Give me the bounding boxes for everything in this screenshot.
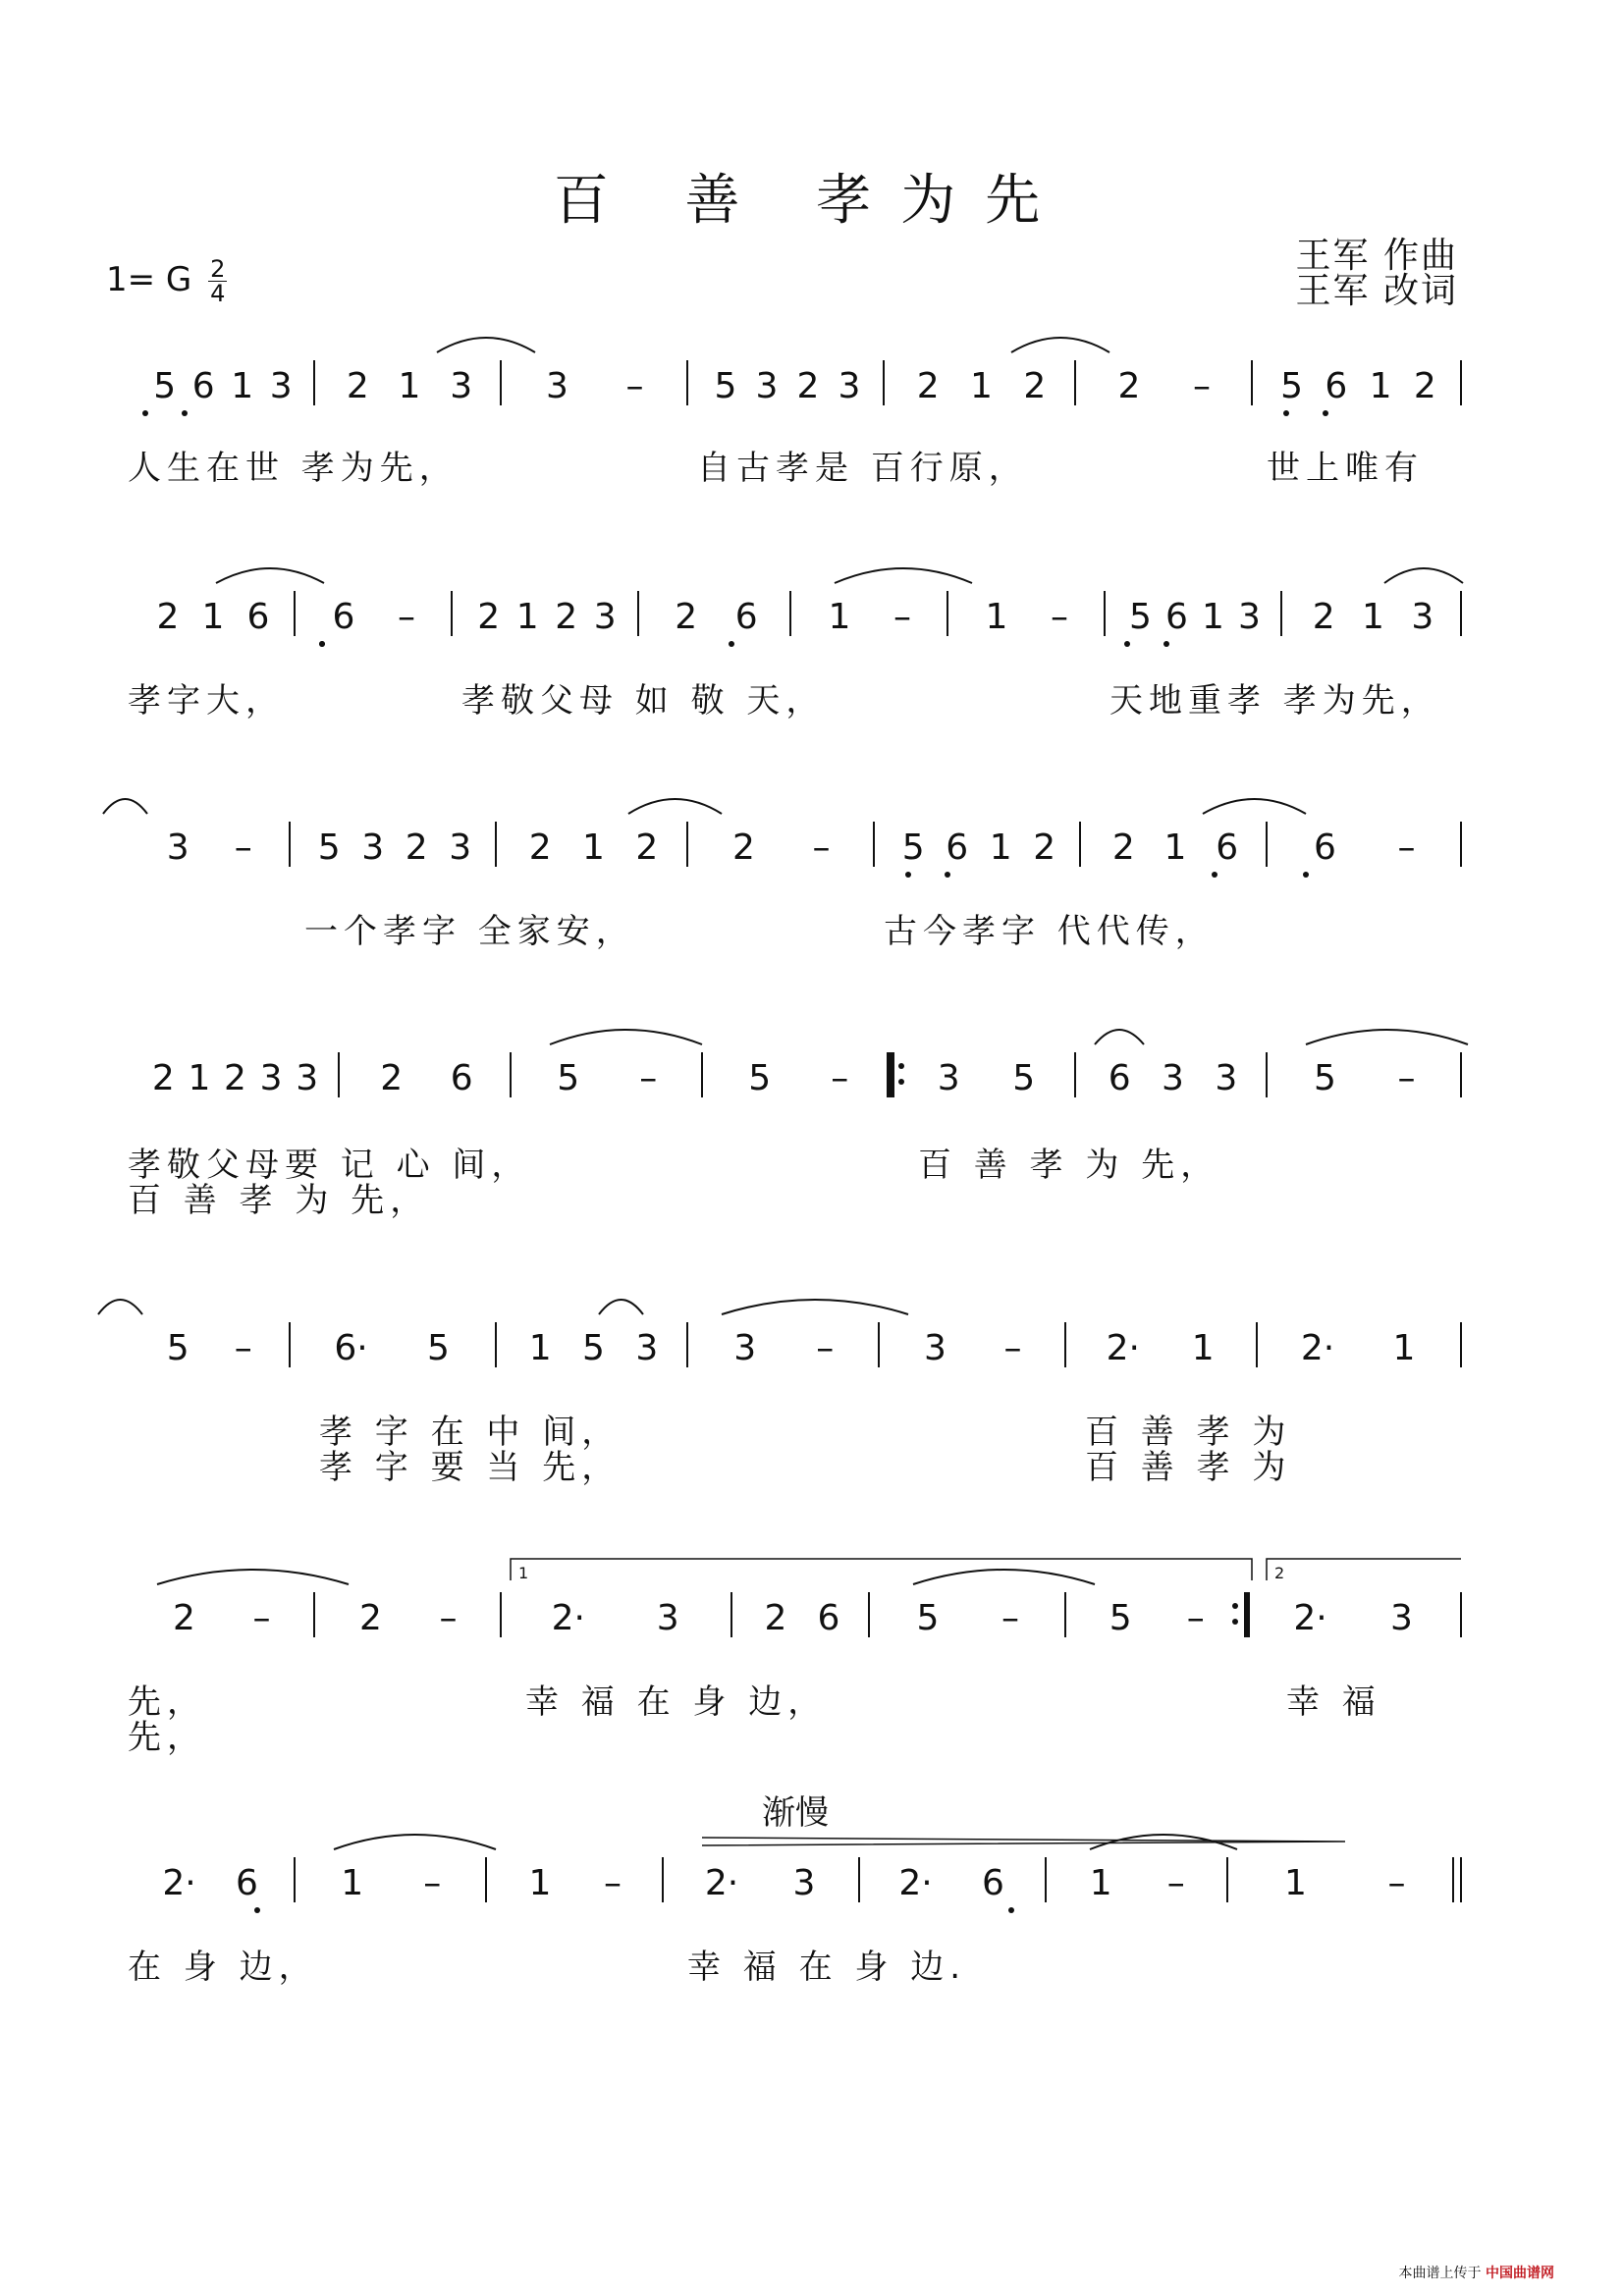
tie-arc xyxy=(157,1570,349,1584)
repeat-dot xyxy=(898,1063,904,1069)
footer-prefix: 本曲谱上传于 xyxy=(1398,2266,1482,2281)
note: 2 xyxy=(1023,366,1047,406)
note: 2 xyxy=(380,1058,404,1098)
tie-arc xyxy=(1011,338,1109,352)
note: 2 xyxy=(1111,828,1135,868)
lyric-phrase: 先， xyxy=(128,1682,206,1722)
note: 3 xyxy=(838,366,861,406)
note: – xyxy=(639,1058,658,1098)
volta-number: 1 xyxy=(518,1564,529,1582)
note: 2 xyxy=(675,597,698,637)
note: – xyxy=(1001,1598,1019,1638)
note: 6 xyxy=(1325,366,1348,406)
tempo-marking: 渐慢 xyxy=(762,1793,829,1833)
note: – xyxy=(234,828,252,868)
note: 5 xyxy=(901,828,925,868)
note: – xyxy=(234,1328,252,1368)
octave-dot xyxy=(1163,641,1169,647)
note: 2· xyxy=(551,1598,585,1638)
note: 5 xyxy=(557,1058,580,1098)
note: 5 xyxy=(153,366,177,406)
note: 5 xyxy=(916,1598,940,1638)
octave-dot xyxy=(1323,410,1328,416)
note: 3 xyxy=(733,1328,757,1368)
lyricist-credit: 王军 改词 xyxy=(1295,271,1458,311)
note: 6 xyxy=(1165,597,1188,637)
tie-arc xyxy=(437,338,535,352)
note: 3 xyxy=(449,828,472,868)
lyric-phrase: 孝字大， xyxy=(128,681,285,721)
note: 1 xyxy=(828,597,851,637)
note: – xyxy=(893,597,911,637)
lyric-phrase: 百 善 孝 为 xyxy=(1085,1413,1292,1452)
note: 1 xyxy=(341,1863,364,1903)
note: 2 xyxy=(635,828,659,868)
note: 1 xyxy=(970,366,993,406)
note: 1 xyxy=(1284,1863,1307,1903)
note: – xyxy=(604,1863,622,1903)
octave-dot xyxy=(1124,641,1130,647)
tie-arc xyxy=(1203,799,1306,814)
note: 6 xyxy=(332,597,355,637)
note: 1 xyxy=(1163,828,1187,868)
octave-dot xyxy=(905,872,911,878)
tie-arc xyxy=(1306,1030,1468,1044)
tie-arc xyxy=(103,799,147,814)
octave-dot xyxy=(254,1907,260,1913)
note: – xyxy=(831,1058,849,1098)
octave-dot xyxy=(1303,872,1309,878)
octave-dot xyxy=(729,641,734,647)
note: 3 xyxy=(361,828,385,868)
note: 1 xyxy=(1362,597,1384,637)
note: 6 xyxy=(817,1598,840,1638)
note: 2 xyxy=(477,597,501,637)
octave-dot xyxy=(319,641,325,647)
note: – xyxy=(1397,1058,1416,1098)
note: 1 xyxy=(398,366,421,406)
note: – xyxy=(812,828,831,868)
lyric-phrase: 孝 字 在 中 间， xyxy=(319,1413,622,1452)
note: 6 xyxy=(191,366,215,406)
note: 2· xyxy=(1293,1598,1327,1638)
note: 2 xyxy=(151,1058,175,1098)
note: 3 xyxy=(656,1598,679,1638)
note: 2· xyxy=(162,1863,196,1903)
note: 3 xyxy=(593,597,617,637)
lyric-phrase: 幸 福 在 身 边. xyxy=(687,1948,967,1987)
note: 5 xyxy=(1109,1598,1132,1638)
note: 6 xyxy=(946,828,969,868)
note: 2 xyxy=(156,597,180,637)
note: 3 xyxy=(755,366,779,406)
tie-arc xyxy=(334,1835,496,1849)
note: 5 xyxy=(1280,366,1304,406)
lyric-phrase: 世上唯有 xyxy=(1267,449,1424,488)
note: 1 xyxy=(188,1058,211,1098)
note: 2· xyxy=(704,1863,739,1903)
note: – xyxy=(816,1328,835,1368)
note: 2 xyxy=(1033,828,1056,868)
tie-arc xyxy=(1095,1030,1144,1044)
note: 6 xyxy=(734,597,758,637)
note: 2 xyxy=(405,828,428,868)
note: 3 xyxy=(1215,1058,1238,1098)
note: 3 xyxy=(635,1328,659,1368)
note: 2 xyxy=(1117,366,1141,406)
note: 1 xyxy=(201,597,225,637)
note: 1 xyxy=(528,1328,552,1368)
note: 2 xyxy=(732,828,755,868)
tie-arc xyxy=(216,568,324,583)
note: 3 xyxy=(792,1863,816,1903)
note: 6 xyxy=(1216,828,1239,868)
lyric-phrase: 孝敬父母 如 敬 天， xyxy=(461,681,826,721)
repeat-dot xyxy=(898,1079,904,1085)
lyric-phrase: 孝敬父母要 记 心 间， xyxy=(128,1146,531,1185)
note: 2· xyxy=(898,1863,933,1903)
lyric-phrase: 幸 福 xyxy=(1286,1682,1381,1722)
note: 3 xyxy=(1238,597,1261,637)
repeat-dot xyxy=(1232,1619,1238,1625)
tie-arc xyxy=(98,1300,142,1314)
note: 3 xyxy=(924,1328,947,1368)
octave-dot xyxy=(182,410,188,416)
note: 3 xyxy=(1162,1058,1184,1098)
note: 2 xyxy=(1312,597,1335,637)
time-signature-denominator: 4 xyxy=(210,280,226,307)
volta-number: 2 xyxy=(1274,1564,1285,1582)
note: – xyxy=(1387,1863,1406,1903)
note: 3 xyxy=(1390,1598,1413,1638)
tie-arc xyxy=(550,1030,702,1044)
note: 1 xyxy=(1089,1863,1112,1903)
note: 2 xyxy=(224,1058,246,1098)
notes-layer xyxy=(152,366,1436,1903)
note: 3 xyxy=(269,366,293,406)
octave-dot xyxy=(1008,1907,1014,1913)
note: 2 xyxy=(764,1598,787,1638)
note: 5 xyxy=(166,1328,189,1368)
key-label: 1= G xyxy=(106,260,192,299)
note: 5 xyxy=(1314,1058,1336,1098)
note: 1 xyxy=(582,828,605,868)
note: 6 xyxy=(246,597,270,637)
note: 5 xyxy=(427,1328,450,1368)
note: 6 xyxy=(1314,828,1336,868)
note: 1 xyxy=(528,1863,552,1903)
note: 3 xyxy=(296,1058,319,1098)
octave-dot xyxy=(1283,410,1289,416)
ritardando-line xyxy=(702,1838,1345,1845)
note: 1 xyxy=(985,597,1008,637)
octave-dot xyxy=(142,410,148,416)
note: 3 xyxy=(259,1058,283,1098)
lyric-phrase: 古今孝字 代代传， xyxy=(884,912,1215,951)
notation-marks xyxy=(98,338,1468,1913)
lyric-phrase: 自古孝是 百行原， xyxy=(697,449,1028,488)
lyric-phrase: 在 身 边， xyxy=(128,1948,318,1987)
lyric-phrase: 人生在世 孝为先， xyxy=(128,449,459,488)
note: 6· xyxy=(334,1328,368,1368)
note: 1 xyxy=(1202,597,1224,637)
note: 2 xyxy=(528,828,552,868)
lyric-phrase: 先， xyxy=(128,1718,206,1757)
repeat-dot xyxy=(1232,1603,1238,1609)
volta-bracket-2 xyxy=(1267,1559,1461,1580)
note: 2 xyxy=(359,1598,382,1638)
lyric-phrase: 百 善 孝 为 xyxy=(1085,1448,1292,1487)
note: – xyxy=(423,1863,442,1903)
tie-arc xyxy=(913,1570,1095,1584)
note: 3 xyxy=(937,1058,960,1098)
note: 5 xyxy=(748,1058,772,1098)
note: 3 xyxy=(546,366,568,406)
note: – xyxy=(1397,828,1416,868)
footer-site: 中国曲谱网 xyxy=(1486,2266,1554,2281)
note: 5 xyxy=(317,828,341,868)
tie-arc xyxy=(835,568,972,583)
note: 5 xyxy=(1012,1058,1036,1098)
note: 3 xyxy=(450,366,473,406)
tie-arc xyxy=(599,1300,643,1314)
lyric-phrase: 天地重孝 孝为先， xyxy=(1109,681,1440,721)
volta-bracket-1 xyxy=(511,1559,1252,1580)
note: 3 xyxy=(1411,597,1434,637)
note: 2· xyxy=(1106,1328,1140,1368)
lyric-phrase: 孝 字 要 当 先， xyxy=(319,1448,622,1487)
lyric-phrase: 百 善 孝 为 先， xyxy=(918,1146,1220,1185)
note: – xyxy=(1051,597,1068,637)
octave-dot xyxy=(1212,872,1217,878)
note: 1 xyxy=(231,366,254,406)
lyric-phrase: 百 善 孝 为 先， xyxy=(128,1181,430,1220)
note: 5 xyxy=(714,366,737,406)
time-signature-numerator: 2 xyxy=(210,255,226,283)
lyric-phrase: 幸 福 在 身 边， xyxy=(525,1682,828,1722)
note: 2 xyxy=(796,366,820,406)
tie-arc xyxy=(628,799,722,814)
note: 1 xyxy=(1191,1328,1215,1368)
note: – xyxy=(252,1598,271,1638)
note: – xyxy=(1166,1863,1185,1903)
note: 1 xyxy=(989,828,1012,868)
lyrics-layer xyxy=(128,449,1440,1987)
lyric-phrase: 一个孝字 全家安， xyxy=(304,912,635,951)
note: 6 xyxy=(236,1863,258,1903)
song-title: 百 善 孝为先 xyxy=(553,169,1070,233)
note: 5 xyxy=(1129,597,1152,637)
note: 2 xyxy=(1413,366,1436,406)
note: 6 xyxy=(1108,1058,1131,1098)
note: 2 xyxy=(916,366,940,406)
tie-arc xyxy=(722,1300,908,1314)
note: 1 xyxy=(1392,1328,1416,1368)
composer-credit: 王军 作曲 xyxy=(1295,236,1458,276)
note: – xyxy=(398,597,415,637)
note: – xyxy=(1003,1328,1022,1368)
note: 2 xyxy=(555,597,578,637)
octave-dot xyxy=(945,872,950,878)
note: 6 xyxy=(982,1863,1004,1903)
footer-credit xyxy=(1399,2263,1554,2282)
note: 6 xyxy=(450,1058,473,1098)
note: 3 xyxy=(166,828,189,868)
note: – xyxy=(1193,366,1211,406)
note: 1 xyxy=(1369,366,1392,406)
note: 2 xyxy=(173,1598,195,1638)
note: 5 xyxy=(582,1328,605,1368)
note: 2 xyxy=(346,366,369,406)
note: 1 xyxy=(515,597,539,637)
note: – xyxy=(625,366,644,406)
note: – xyxy=(1186,1598,1205,1638)
note: – xyxy=(439,1598,458,1638)
tie-arc xyxy=(1384,568,1463,583)
note: 2· xyxy=(1300,1328,1335,1368)
